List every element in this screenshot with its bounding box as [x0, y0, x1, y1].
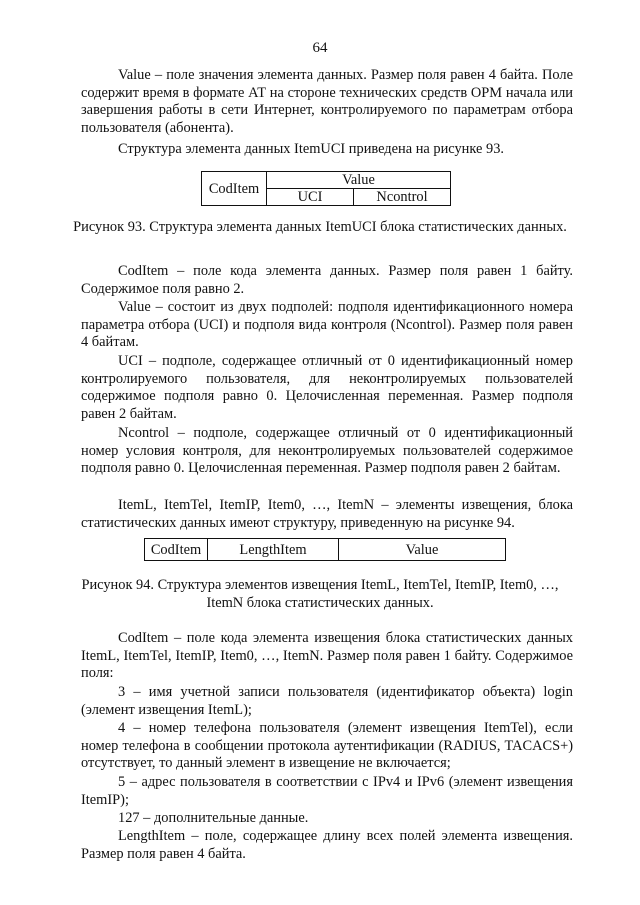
cell-coditem: CodItem	[145, 539, 208, 561]
cell-uci: UCI	[267, 189, 354, 206]
paragraph-coditem: CodItem – поле кода элемента данных. Размер поля равен 1 байту. Содержимое поля равно 2.	[81, 263, 573, 297]
paragraph-uci: UCI – подполе, содержащее отличный от 0 идентификационный номер контролируемого пользователя, для неконтролируемых пользователей содержимое подполя равно 0. Целочисленная переменная. Размер подполя равен 2 байтам.	[81, 353, 573, 422]
figure-93-table	[201, 171, 451, 206]
paragraph-items-structure: ItemL, ItemTel, ItemIP, Item0, …, ItemN – элементы извещения, блока статистических данных имеют структуру, приведенную на рисунке 94.	[81, 497, 573, 531]
figure-94-caption: Рисунок 94. Структура элементов извещения ItemL, ItemTel, ItemIP, Item0, …, ItemN блока статистических данных.	[81, 577, 559, 611]
paragraph-lengthitem: LengthItem – поле, содержащее длину всех полей элемента извещения. Размер поля равен 4 байта.	[81, 828, 573, 862]
paragraph-ncontrol: Ncontrol – подполе, содержащее отличный от 0 идентификационный номер условия контроля, для неконтролируемых пользователей содержимое подполя равно 0. Целочисленная переменная. Размер подполя равен 2 байтам.	[81, 425, 573, 477]
paragraph-code-127: 127 – дополнительные данные.	[118, 810, 309, 826]
paragraph-value-subfields: Value – состоит из двух подполей: подполя идентификационного номера параметра отбора (UCI) и подполя вида контроля (Ncontrol). Размер поля равен 4 байтам.	[81, 299, 573, 351]
figure-93-caption: Рисунок 93. Структура элемента данных ItemUCI блока статистических данных.	[73, 219, 567, 235]
figure-94-table	[144, 538, 506, 561]
cell-coditem: CodItem	[202, 172, 267, 206]
cell-value: Value	[267, 172, 451, 189]
paragraph-value-description: Value – поле значения элемента данных. Размер поля равен 4 байта. Поле содержит время в формате АТ на стороне технических средств ОРМ начала или завершения работы в сети Интернет, контролируемого по параметрам отбора пользователя (абонента).	[81, 67, 573, 136]
paragraph-code-3: 3 – имя учетной записи пользователя (идентификатор объекта) login (элемент извещения ItemL);	[81, 684, 573, 718]
cell-value: Value	[339, 539, 506, 561]
cell-ncontrol: Ncontrol	[354, 189, 451, 206]
paragraph-itemuci-reference: Структура элемента данных ItemUCI приведена на рисунке 93.	[118, 141, 504, 157]
paragraph-code-4: 4 – номер телефона пользователя (элемент извещения ItemTel), если номер телефона в сообщении протокола аутентификации (RADIUS, TACACS+) отсутствует, то данный элемент в извещение не включается;	[81, 720, 573, 772]
cell-lengthitem: LengthItem	[208, 539, 339, 561]
paragraph-code-5: 5 – адрес пользователя в соответствии с IPv4 и IPv6 (элемент извещения ItemIP);	[81, 774, 573, 808]
paragraph-coditem-notice: CodItem – поле кода элемента извещения блока статистических данных ItemL, ItemTel, ItemIP, Item0, …, ItemN. Размер поля равен 1 байту. Содержимое поля:	[81, 630, 573, 682]
page-number: 64	[312, 40, 328, 56]
